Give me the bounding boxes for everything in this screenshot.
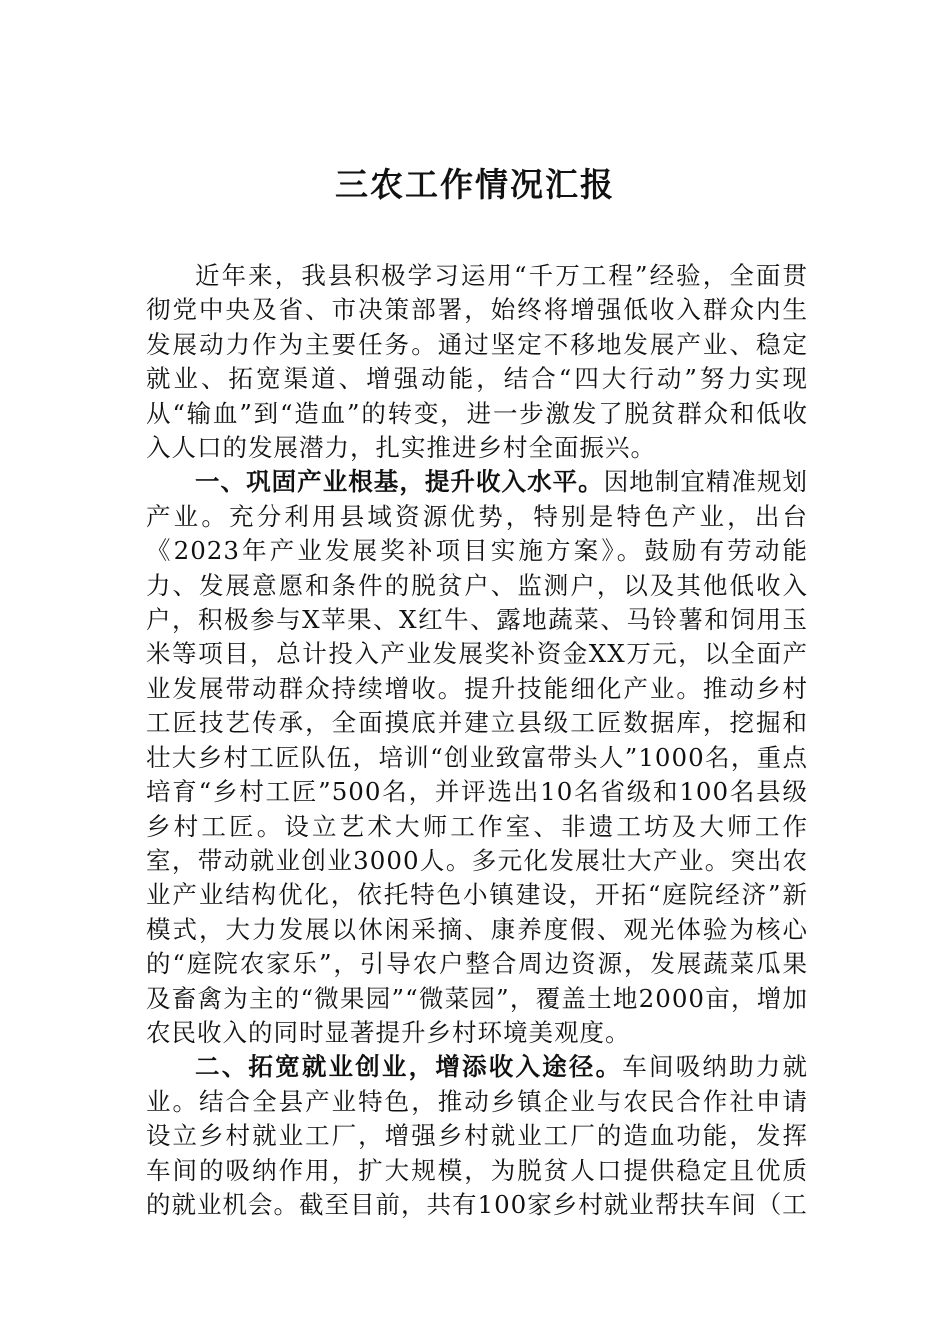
section-2-paragraph xyxy=(146,1050,808,1222)
document-title: 三农工作情况汇报 xyxy=(335,165,615,204)
section-1-heading: 一、巩固产业根基，提升收入水平。 xyxy=(195,467,604,497)
document-body xyxy=(146,259,808,1222)
section-1-paragraph xyxy=(146,465,808,1050)
intro-paragraph: 近年来，我县积极学习运用“千万工程”经验，全面贯彻党中央及省、市决策部署，始终将增强低收入群众内生发展动力作为主要任务。通过坚定不移地发展产业、稳定就业、拓宽渠道、增强动能，结合“四大行动”努力实现从“输血”到“造血”的转变，进一步激发了脱贫群众和低收入人口的发展潜力，扎实推进乡村全面振兴。 xyxy=(146,261,808,463)
section-2-heading: 二、拓宽就业创业，增添收入途径。 xyxy=(195,1052,623,1082)
section-2-text: 车间吸纳助力就业。结合全县产业特色，推动乡镇企业与农民合作社申请设立乡村就业工厂，增强乡村就业工厂的造血功能，发挥车间的吸纳作用，扩大规模，为脱贫人口提供稳定且优质的就业机会。截至目前，共有100家乡村就业帮扶车间（工 xyxy=(146,1052,809,1219)
section-1-text: 因地制宜精准规划产业。充分利用县域资源优势，特别是特色产业，出台《2023年产业发展奖补项目实施方案》。鼓励有劳动能力、发展意愿和条件的脱贫户、监测户，以及其他低收入户，积极参与X苹果、X红牛、露地蔬菜、马铃薯和饲用玉米等项目，总计投入产业发展奖补资金XX万元，以全面产业发展带动群众持续增收。提升技能细化产业。推动乡村工匠技艺传承，全面摸底并建立县级工匠数据库，挖掘和壮大乡村工匠队伍，培训“创业致富带头人”1000名，重点培育“乡村工匠”500名，并评选出10名省级和100名县级乡村工匠。设立艺术大师工作室、非遗工坊及大师工作室，带动就业创业3000人。多元化发展壮大产业。突出农业产业结构优化，依托特色小镇建设，开拓“庭院经济”新模式，大力发展以休闲采摘、康养度假、观光体验为核心的“庭院农家乐”，引导农户整合周边资源，发展蔬菜瓜果及畜禽为主的“微果园”“微菜园”，覆盖土地2000亩，增加农民收入的同时显著提升乡村环境美观度。 xyxy=(146,467,809,1047)
